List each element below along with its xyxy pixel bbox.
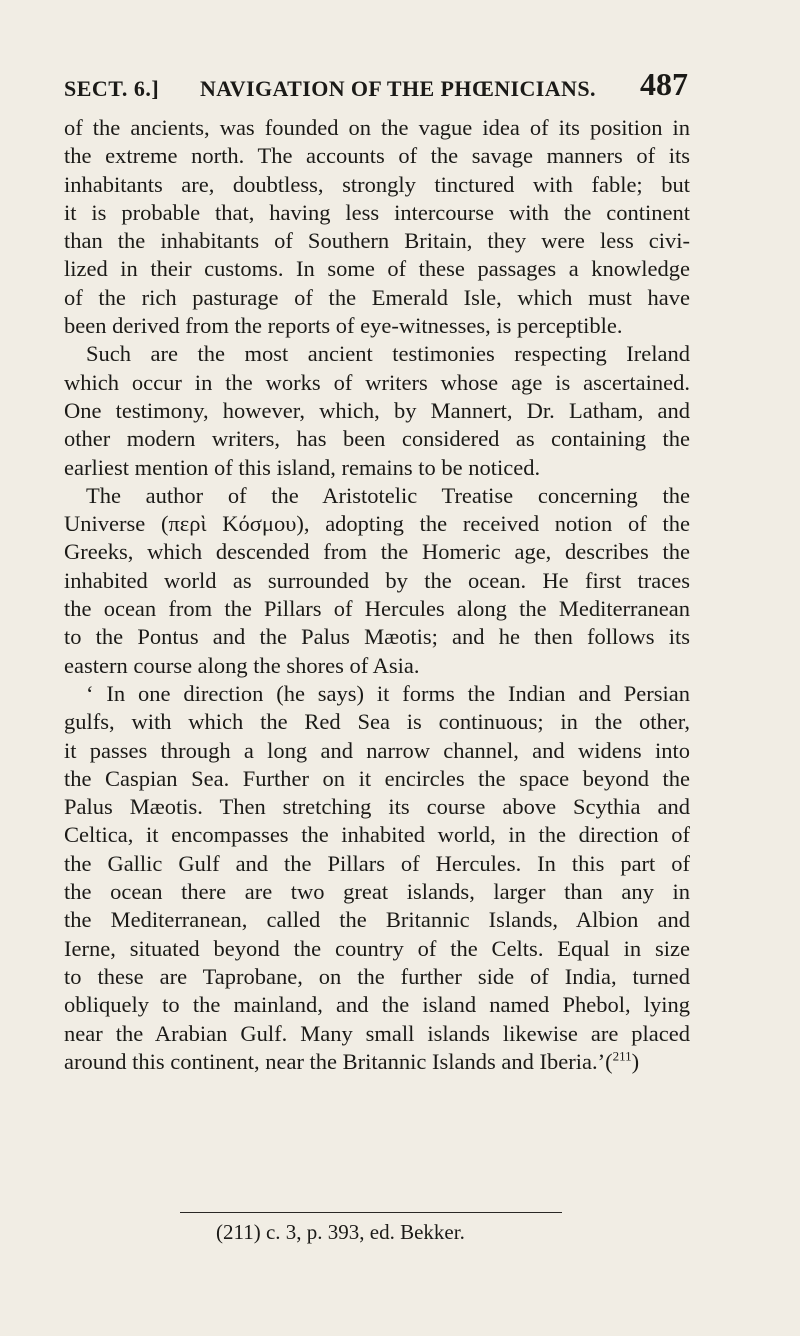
body-text (64, 114, 690, 1076)
running-title: NAVIGATION OF THE PHŒNICIANS. (200, 76, 596, 101)
section-label: SECT. 6.] (64, 76, 160, 101)
text-line: One testimony, however, which, by Mannert, Dr. Latham, and (64, 397, 690, 423)
text-line: it passes through a long and narrow channel, and widens into (64, 737, 690, 763)
text-line: The author of the Aristotelic Treatise concerning the (86, 482, 690, 508)
footnote-reference: 211 (612, 1048, 632, 1064)
text-line: obliquely to the mainland, and the island named Phebol, lying (64, 992, 690, 1018)
text-line: to these are Taprobane, on the further side of India, turned (64, 963, 690, 989)
text-line: Celtica, it encompasses the inhabited world, in the direction of (64, 822, 690, 848)
text-line: Such are the most ancient testimonies respecting Ireland (86, 341, 690, 367)
footnote-rule (180, 1212, 562, 1213)
text-line: the Mediterranean, called the Britannic Islands, Albion and (64, 907, 690, 933)
page-number: 487 (640, 66, 688, 102)
text-line: Ierne, situated beyond the country of the Celts. Equal in size (64, 935, 690, 961)
text-line: than the inhabitants of Southern Britain, they were less civi- (64, 228, 690, 254)
text-line: Palus Mæotis. Then stretching its course above Scythia and (64, 794, 690, 820)
text-line: it is probable that, having less intercourse with the continent (64, 199, 690, 225)
text-line: been derived from the reports of eye-witnesses, is perceptible. (64, 313, 623, 339)
text-line: the ocean there are two great islands, larger than any in (64, 879, 690, 905)
text-line: earliest mention of this island, remains to be noticed. (64, 454, 541, 480)
text-line: Universe (περὶ Κόσμου), adopting the received notion of the (64, 511, 690, 537)
text-line: inhabited world as surrounded by the ocean. He first traces (64, 567, 690, 593)
footnote: (211) c. 3, p. 393, ed. Bekker. (216, 1220, 465, 1244)
text-line: Greeks, which descended from the Homeric age, describes the (64, 539, 690, 565)
text-line: the Caspian Sea. Further on it encircles the space beyond the (64, 765, 690, 791)
running-head (64, 66, 688, 106)
text-line: the Gallic Gulf and the Pillars of Hercules. In this part of (64, 850, 690, 876)
text-line: lized in their customs. In some of these passages a knowledge (64, 256, 690, 282)
text-line: the extreme north. The accounts of the savage manners of its (64, 143, 690, 169)
text-line: of the rich pasturage of the Emerald Isle, which must have (64, 284, 690, 310)
text-line: eastern course along the shores of Asia. (64, 652, 420, 678)
text-line-final-text: around this continent, near the Britannic Islands and Iberia.’ (64, 1048, 606, 1074)
text-line: other modern writers, has been considered as containing the (64, 426, 690, 452)
text-line: gulfs, with which the Red Sea is continuous; in the other, (64, 709, 690, 735)
text-line: ‘ In one direction (he says) it forms the Indian and Persian (86, 680, 690, 706)
text-line: inhabitants are, doubtless, strongly tinctured with fable; but (64, 171, 690, 197)
text-line: of the ancients, was founded on the vague idea of its position in (64, 115, 690, 140)
text-line: to the Pontus and the Palus Mæotis; and he then follows its (64, 624, 690, 650)
text-line: near the Arabian Gulf. Many small islands likewise are placed (64, 1020, 690, 1046)
text-line: the ocean from the Pillars of Hercules along the Mediterranean (64, 596, 690, 622)
text-line: which occur in the works of writers whose age is ascertained. (64, 369, 690, 395)
text-line-final: around this continent, near the Britannic Islands and Iberia.’($^{211}$) (64, 1048, 640, 1074)
